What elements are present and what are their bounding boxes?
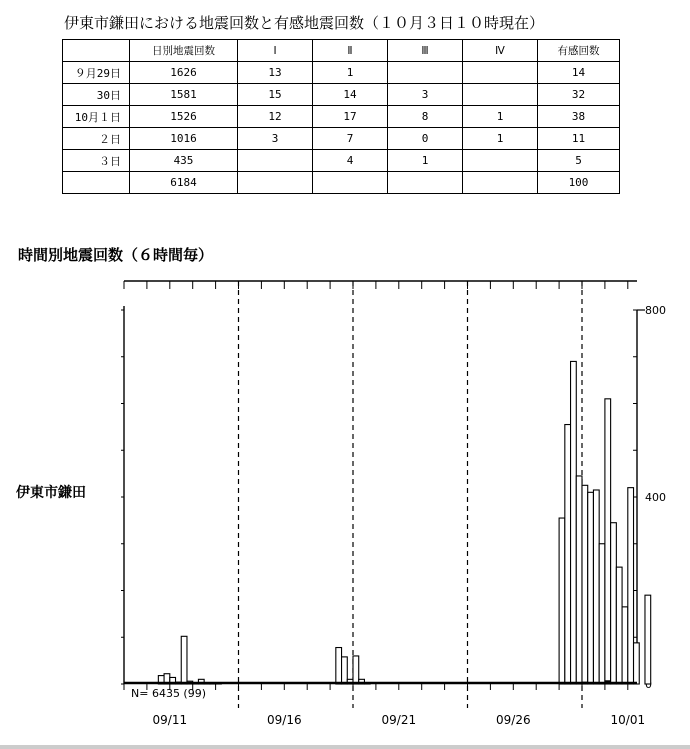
cell-felt-count: 5 [538, 150, 620, 172]
total-count-bar [576, 476, 582, 684]
chart-title: 時間別地震回数（６時間毎） [18, 246, 214, 264]
cell-intensity-4: 1 [463, 106, 538, 128]
total-count-bar [565, 425, 571, 684]
y-tick-label: 800 [645, 304, 666, 317]
cell-daily-count: 1581 [130, 84, 238, 106]
x-tick-label: 09/16 [267, 713, 302, 727]
cell-daily-count: 1626 [130, 62, 238, 84]
header-intensity-1: Ⅰ [238, 40, 313, 62]
cell-intensity-1: 12 [238, 106, 313, 128]
cell-intensity-3: 8 [388, 106, 463, 128]
cell-intensity-3: 3 [388, 84, 463, 106]
cell-felt-count: 11 [538, 128, 620, 150]
total-count-bar [181, 636, 187, 684]
cell-felt-count: 14 [538, 62, 620, 84]
cell-daily-count: 1526 [130, 106, 238, 128]
row-date: ３日 [63, 150, 130, 172]
total-count-bar [622, 607, 628, 684]
total-count-bar [593, 490, 599, 684]
chart-annotation: N= 6435 (99) [131, 687, 207, 700]
total-count-bar [628, 488, 634, 684]
header-intensity-3: Ⅲ [388, 40, 463, 62]
total-count-bar [599, 544, 605, 684]
row-date: ２日 [63, 128, 130, 150]
cell-intensity-1: 3 [238, 128, 313, 150]
cell-intensity-4: 1 [463, 128, 538, 150]
y-tick-label: 400 [645, 491, 666, 504]
cell-intensity-2: 14 [313, 84, 388, 106]
header-intensity-4: Ⅳ [463, 40, 538, 62]
cell-felt-count: 32 [538, 84, 620, 106]
cell-total-count: 6184 [130, 172, 238, 194]
cell-intensity-3: 0 [388, 128, 463, 150]
total-count-bar [353, 656, 359, 684]
cell-daily-count: 435 [130, 150, 238, 172]
cell-felt-count: 38 [538, 106, 620, 128]
total-count-bar [616, 567, 622, 684]
bottom-rule [0, 745, 690, 749]
cell-intensity-1: 13 [238, 62, 313, 84]
total-count-bar [342, 657, 348, 684]
total-count-bar [605, 399, 611, 684]
total-count-bar [588, 492, 594, 684]
header-intensity-2: Ⅱ [313, 40, 388, 62]
x-tick-label: 10/01 [610, 713, 646, 727]
chart-bars [158, 361, 650, 684]
total-count-bar [634, 643, 640, 684]
cell-intensity-3: 1 [388, 150, 463, 172]
header-felt-count: 有感回数 [538, 40, 620, 62]
total-count-bar [571, 361, 577, 684]
cell-daily-count: 1016 [130, 128, 238, 150]
total-count-bar [645, 595, 651, 684]
x-tick-label: 09/21 [381, 713, 417, 727]
total-count-bar [559, 518, 565, 684]
table-title: 伊東市鎌田における地震回数と有感地震回数（１０月３日１０時現在） [64, 14, 545, 32]
cell-total-felt: 100 [538, 172, 620, 194]
cell-intensity-2: 7 [313, 128, 388, 150]
total-count-bar [336, 648, 342, 684]
row-date: 30日 [63, 84, 130, 106]
row-date: ９月29日 [63, 62, 130, 84]
total-count-bar [582, 485, 588, 684]
header-daily-count: 日別地震回数 [130, 40, 238, 62]
cell-intensity-2: 1 [313, 62, 388, 84]
x-tick-label: 09/26 [496, 713, 531, 727]
cell-intensity-2: 17 [313, 106, 388, 128]
total-count-bar [611, 523, 617, 684]
station-label: 伊東市鎌田 [16, 485, 86, 501]
x-tick-label: 09/11 [152, 713, 188, 727]
cell-intensity-1: 15 [238, 84, 313, 106]
row-date: 10月１日 [63, 106, 130, 128]
cell-intensity-2: 4 [313, 150, 388, 172]
